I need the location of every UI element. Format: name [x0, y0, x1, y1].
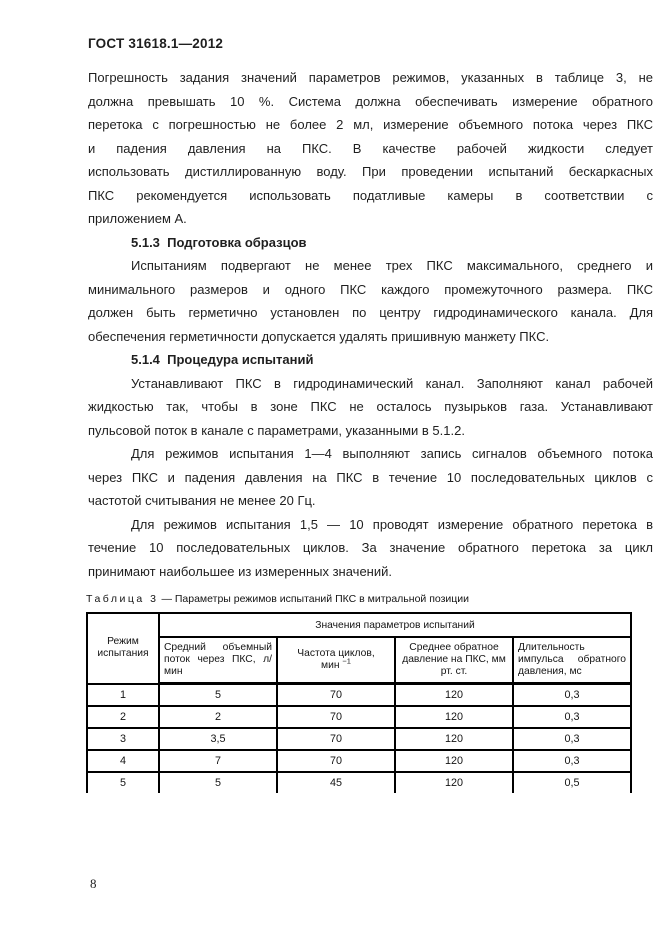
body-line: Для режимов испытания 1,5 — 10 проводят измерение обратного перетока в: [131, 516, 653, 532]
body-line: должна превышать 10 %. Система должна обеспечивать измерение обратного: [88, 93, 653, 109]
section-heading: 5.1.3 Подготовка образцов: [131, 234, 307, 250]
table-cell: 0,3: [513, 728, 631, 750]
table-group-header: Значения параметров испытаний: [159, 613, 631, 637]
body-line: ПКС рекомендуется использовать податливые камеры в соответствии с: [88, 187, 653, 203]
table-row: [87, 750, 631, 772]
table-cell: 2: [159, 706, 277, 728]
table-subheader-row: [87, 637, 631, 684]
body-line: должен быть герметично установлен по центру гидродинамического канала. Для: [88, 305, 653, 320]
table-cell: 120: [395, 684, 513, 707]
body-line: Погрешность задания значений параметров режимов, указанных в таблице 3, не: [88, 70, 653, 85]
test-modes-table: [86, 612, 632, 793]
table-cell: 70: [277, 684, 395, 707]
table-column-header: Среднее обратное давление на ПКС, мм рт. ст.: [395, 637, 513, 684]
table-cell: 0,3: [513, 684, 631, 707]
table-cell: 1: [87, 684, 159, 707]
body-line: минимального размеров и одного ПКС каждого промежуточного размера. ПКС: [88, 281, 653, 297]
table-body: [87, 684, 631, 794]
table-row: [87, 772, 631, 793]
table-caption-text: — Параметры режимов испытаний ПКС в митральной позиции: [161, 593, 470, 605]
table-row: [87, 728, 631, 750]
table-column-header: Частота циклов, мин $^{-1}$: [277, 637, 395, 684]
table-cell: 70: [277, 706, 395, 728]
table-head: [87, 613, 631, 684]
table-caption-label: Таблица 3: [86, 593, 159, 605]
table-header-mode: Режим испытания: [87, 613, 159, 684]
body-line: Устанавливают ПКС в гидродинамический канал. Заполняют канал рабочей: [131, 375, 653, 391]
body-line: частотой считывания не менее 20 Гц.: [88, 493, 316, 508]
body-line: принимают наибольшее из измеренных значений.: [88, 563, 392, 579]
body-paragraphs: [88, 66, 653, 583]
table-cell: 5: [159, 684, 277, 707]
table-group-row: [87, 613, 631, 637]
table-cell: 7: [159, 750, 277, 772]
body-line: Испытаниям подвергают не менее трех ПКС максимального, среднего и: [131, 258, 653, 273]
table-cell: 120: [395, 706, 513, 728]
body-line: перетока с погрешностью не более 2 мл, измерение объемного потока через ПКС: [88, 117, 653, 132]
body-line: Для режимов испытания 1—4 выполняют запись сигналов объемного потока: [131, 446, 653, 461]
body-line: пульсовой поток в канале с параметрами, указанными в 5.1.2.: [88, 422, 465, 438]
table-cell: 0,3: [513, 706, 631, 728]
body-line: течение 10 последовательных циклов. За значение обратного перетока за цикл: [88, 540, 653, 555]
table-cell: 70: [277, 728, 395, 750]
body-line: использовать дистиллированную воду. При проведении испытаний бескаркасных: [88, 164, 653, 179]
table-row: [87, 706, 631, 728]
document-header: ГОСТ 31618.1—2012: [88, 36, 224, 51]
table-cell: 4: [87, 750, 159, 772]
table-cell: 45: [277, 772, 395, 793]
body-line: жидкостью так, чтобы в зоне ПКС не осталось пузырьков газа. Устанавливают: [88, 399, 653, 414]
body-line: приложением А.: [88, 211, 187, 226]
table-column-header: Длительность импульса обратного давления, мс: [513, 637, 631, 684]
table-caption: [86, 593, 653, 606]
table-cell: 0,5: [513, 772, 631, 793]
table-row: [87, 684, 631, 707]
table-cell: 3: [87, 728, 159, 750]
body-line: и падения давления на ПКС. В качестве рабочей жидкости следует: [88, 140, 653, 156]
table-cell: 2: [87, 706, 159, 728]
table-cell: 120: [395, 772, 513, 793]
table-column-header: Средний объемный поток через ПКС, л/мин: [159, 637, 277, 684]
table-cell: 120: [395, 728, 513, 750]
table-cell: 120: [395, 750, 513, 772]
table-cell: 5: [87, 772, 159, 793]
table-cell: 70: [277, 750, 395, 772]
table-cell: 3,5: [159, 728, 277, 750]
section-heading: 5.1.4 Процедура испытаний: [131, 352, 314, 367]
content-area: [88, 66, 653, 793]
page-number: 8: [90, 876, 97, 891]
body-line: обеспечения герметичности допускается удалять пришивную манжету ПКС.: [88, 328, 550, 344]
body-line: через ПКС и падения давления на ПКС в течение 10 последовательных циклов с: [88, 469, 653, 485]
table-cell: 0,3: [513, 750, 631, 772]
table-cell: 5: [159, 772, 277, 793]
